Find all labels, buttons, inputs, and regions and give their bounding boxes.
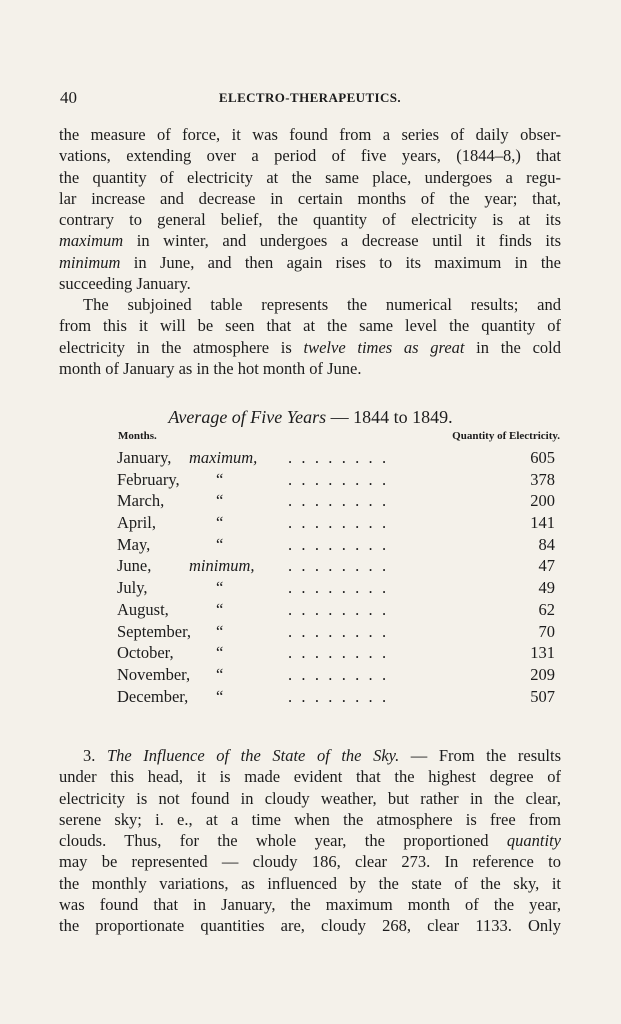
paragraph-2 <box>59 294 561 379</box>
table-title-italic: Average of Five Years <box>168 407 327 427</box>
ditto-mark: “ <box>216 513 224 533</box>
table-row <box>0 513 621 535</box>
ditto-mark: “ <box>216 621 224 641</box>
electricity-table <box>0 448 621 708</box>
text-line: The subjoined table represents the numerical results; and <box>83 295 561 314</box>
quantity-value: 507 <box>530 686 555 706</box>
text-line: the proportionate quantities are, cloudy 268, clear 1133. Only <box>59 916 561 936</box>
month-name: September, <box>117 621 192 641</box>
paragraph-3 <box>59 745 561 937</box>
dot-leader: ........ <box>288 534 396 554</box>
table-row <box>0 600 621 622</box>
text-fragment: in the cold <box>464 337 561 357</box>
month-note: minimum, <box>189 556 255 576</box>
text-fragment: — From the results <box>399 746 561 765</box>
emphasis-maximum: maximum <box>59 231 124 251</box>
emphasis-twelve-times: twelve times as great <box>303 337 465 357</box>
month-name: August, <box>117 599 169 619</box>
month-name: October, <box>117 643 174 663</box>
table-row <box>0 448 621 470</box>
emphasis-quantity: quantity <box>506 831 561 851</box>
table-row <box>0 556 621 578</box>
emphasis-minimum: minimum <box>59 252 121 272</box>
text-line: the monthly variations, as influenced by the state of the sky, it <box>59 873 561 893</box>
ditto-mark: “ <box>216 599 224 619</box>
quantity-value: 49 <box>538 578 555 598</box>
ditto-mark: “ <box>216 491 224 511</box>
text-line: electricity is not found in cloudy weather, but rather in the clear, <box>59 788 561 808</box>
dot-leader: ........ <box>288 643 396 663</box>
text-line <box>59 230 561 251</box>
month-name: November, <box>117 664 191 684</box>
table-row <box>0 578 621 600</box>
month-name: March, <box>117 491 165 511</box>
dot-leader: ........ <box>288 664 396 684</box>
text-line: may be represented — cloudy 186, clear 273. In reference to <box>59 852 561 872</box>
dot-leader: ........ <box>288 448 396 467</box>
column-header-months: Months. <box>118 430 157 442</box>
table-row <box>0 535 621 557</box>
text-line: contrary to general belief, the quantity of electricity is at its <box>59 210 561 230</box>
ditto-mark: “ <box>216 469 224 489</box>
table-title-years: — 1844 to 1849. <box>326 407 453 427</box>
text-line: the quantity of electricity at the same place, undergoes a regu- <box>59 167 561 187</box>
text-line: vations, extending over a period of five years, (1844–8,) that <box>59 146 561 166</box>
table-row <box>0 643 621 665</box>
dot-leader: ........ <box>288 469 396 489</box>
paragraph-1 <box>59 124 561 294</box>
quantity-value: 209 <box>530 664 555 684</box>
month-name: December, <box>117 686 189 706</box>
text-fragment: in June, and then again rises to its maximum in the <box>120 252 561 272</box>
dot-leader: ........ <box>288 621 396 641</box>
section-number: 3. <box>83 746 107 765</box>
ditto-mark: “ <box>216 578 224 598</box>
text-line <box>59 830 561 851</box>
running-head <box>60 88 560 108</box>
text-line <box>59 745 561 766</box>
table-row <box>0 665 621 687</box>
month-name: June, <box>117 556 152 576</box>
month-name: May, <box>117 534 151 554</box>
quantity-value: 84 <box>538 534 555 554</box>
text-line: was found that in January, the maximum month of the year, <box>59 895 561 915</box>
quantity-value: 131 <box>530 643 555 663</box>
quantity-value: 70 <box>538 621 555 641</box>
section-heading: The Influence of the State of the Sky. <box>106 746 400 765</box>
text-line: under this head, it is made evident that the highest degree of <box>59 767 561 787</box>
text-line: serene sky; i. e., at a time when the atmosphere is free from <box>59 809 561 829</box>
text-line: lar increase and decrease in certain months of the year; that, <box>59 188 561 208</box>
dot-leader: ........ <box>288 599 396 619</box>
text-line: the measure of force, it was found from a series of daily obser- <box>59 125 561 144</box>
column-header-quantity: Quantity of Electricity. <box>452 430 560 442</box>
running-title: ELECTRO-THERAPEUTICS. <box>218 90 402 105</box>
month-name: February, <box>117 469 180 489</box>
text-line <box>59 252 561 273</box>
dot-leader: ........ <box>288 578 396 598</box>
table-row <box>0 491 621 513</box>
ditto-mark: “ <box>216 643 224 663</box>
month-name: January, <box>117 448 172 467</box>
ditto-mark: “ <box>216 686 224 706</box>
quantity-value: 200 <box>530 491 555 511</box>
table-row <box>0 687 621 709</box>
ditto-mark: “ <box>216 664 224 684</box>
text-fragment: clouds. Thus, for the whole year, the proportioned <box>59 831 507 851</box>
dot-leader: ........ <box>288 686 396 706</box>
text-line <box>59 337 561 358</box>
text-line: from this it will be seen that at the same level the quantity of <box>59 316 561 336</box>
quantity-value: 378 <box>530 469 555 489</box>
dot-leader: ........ <box>288 556 396 576</box>
page-number: 40 <box>60 88 77 107</box>
quantity-value: 47 <box>538 556 555 576</box>
quantity-value: 141 <box>530 513 555 533</box>
month-name: July, <box>117 578 148 598</box>
text-fragment: in winter, and undergoes a decrease until it finds its <box>123 231 561 251</box>
table-row <box>0 622 621 644</box>
text-line: succeeding January. <box>59 274 191 294</box>
dot-leader: ........ <box>288 491 396 511</box>
month-name: April, <box>117 513 156 533</box>
month-note: maximum, <box>189 448 258 467</box>
quantity-value: 62 <box>538 599 555 619</box>
table-title <box>0 407 621 428</box>
text-fragment: electricity in the atmosphere is <box>59 337 304 357</box>
quantity-value: 605 <box>530 448 555 467</box>
ditto-mark: “ <box>216 534 224 554</box>
text-line: month of January as in the hot month of June. <box>59 358 362 378</box>
dot-leader: ........ <box>288 513 396 533</box>
table-row <box>0 470 621 492</box>
